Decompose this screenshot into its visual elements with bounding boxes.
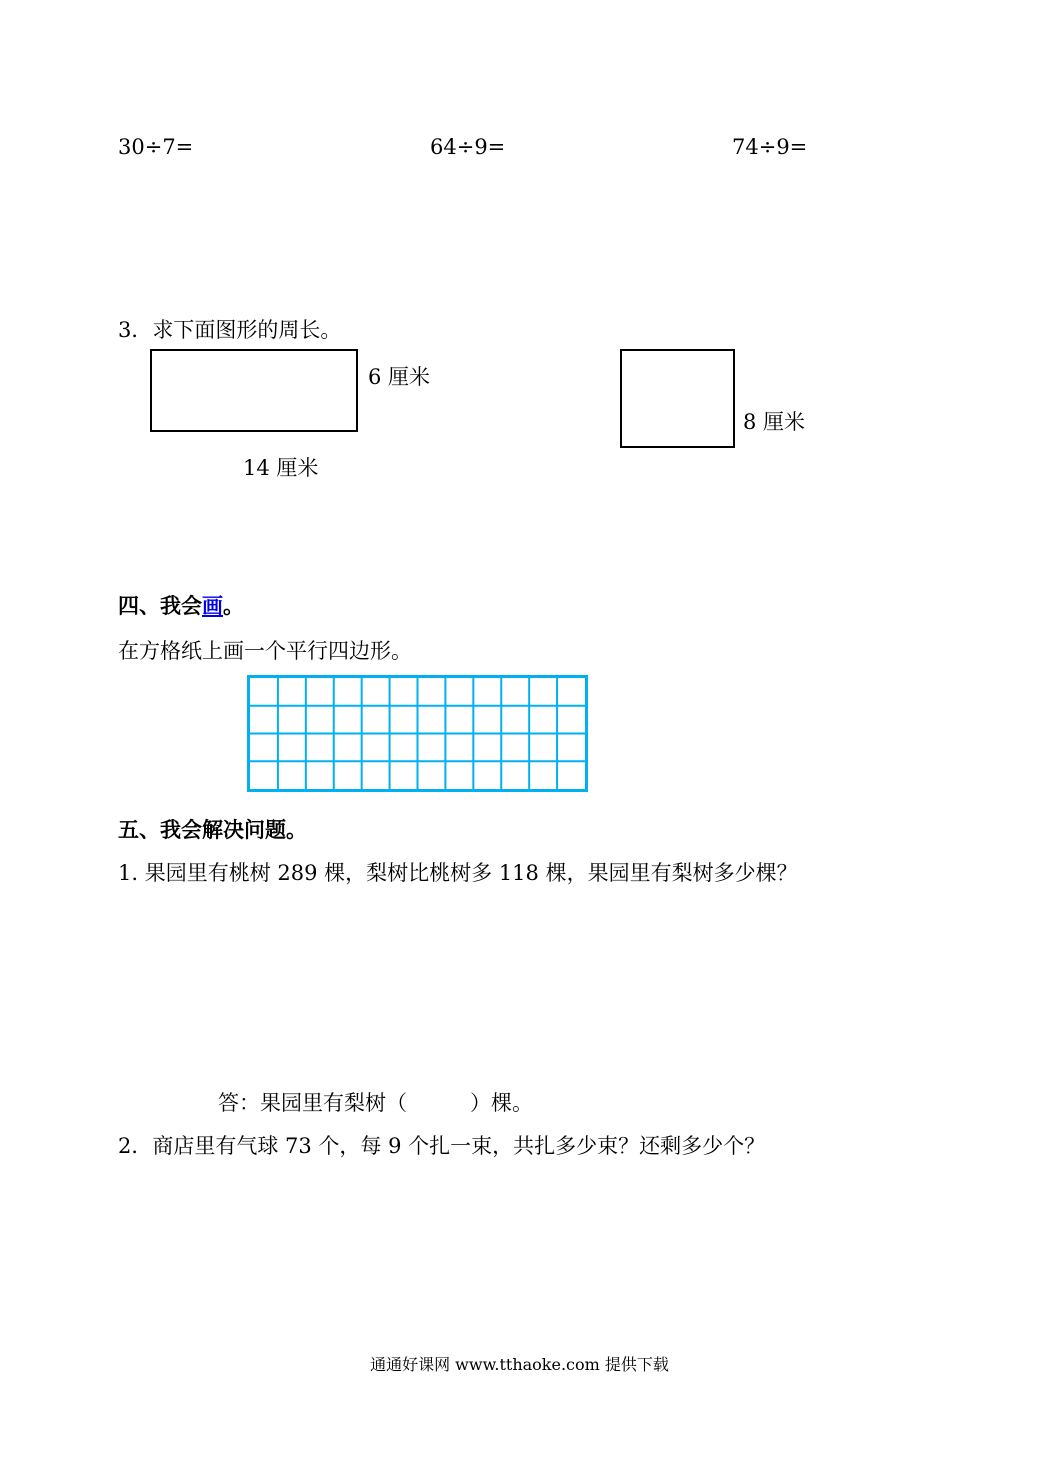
question-2: 2．商店里有气球 73 个，每 9 个扎一束，共扎多少束？还剩多少个？ — [118, 1134, 766, 1158]
draw-section-heading — [118, 593, 244, 619]
footer-text: 通通好课网 www.tthaoke.com 提供下载 — [370, 1355, 669, 1374]
grid-paper[interactable] — [247, 675, 588, 792]
solve-section-heading: 五、我会解决问题。 — [118, 817, 307, 842]
square-side-label: 8 厘米 — [743, 410, 806, 434]
division-problem-3: 74÷9= — [732, 135, 808, 159]
perimeter-heading: 3．求下面图形的周长。 — [118, 318, 342, 342]
square-shape — [620, 349, 735, 448]
rectangle-shape — [150, 349, 358, 432]
draw-instruction: 在方格纸上画一个平行四边形。 — [118, 639, 412, 663]
division-problem-2: 64÷9= — [430, 135, 506, 159]
draw-heading-suffix: 。 — [223, 593, 244, 618]
answer-1: 答：果园里有梨树（ ）棵。 — [218, 1091, 533, 1115]
grid-lines — [250, 678, 585, 789]
question-1: 1. 果园里有桃树 289 棵，梨树比桃树多 118 棵，果园里有梨树多少棵？ — [118, 861, 798, 885]
draw-heading-link[interactable]: 画 — [202, 593, 223, 618]
rectangle-height-label: 6 厘米 — [368, 365, 431, 389]
rectangle-width-label: 14 厘米 — [243, 456, 319, 480]
draw-heading-prefix: 四、我会 — [118, 593, 202, 618]
division-problem-1: 30÷7= — [118, 135, 194, 159]
